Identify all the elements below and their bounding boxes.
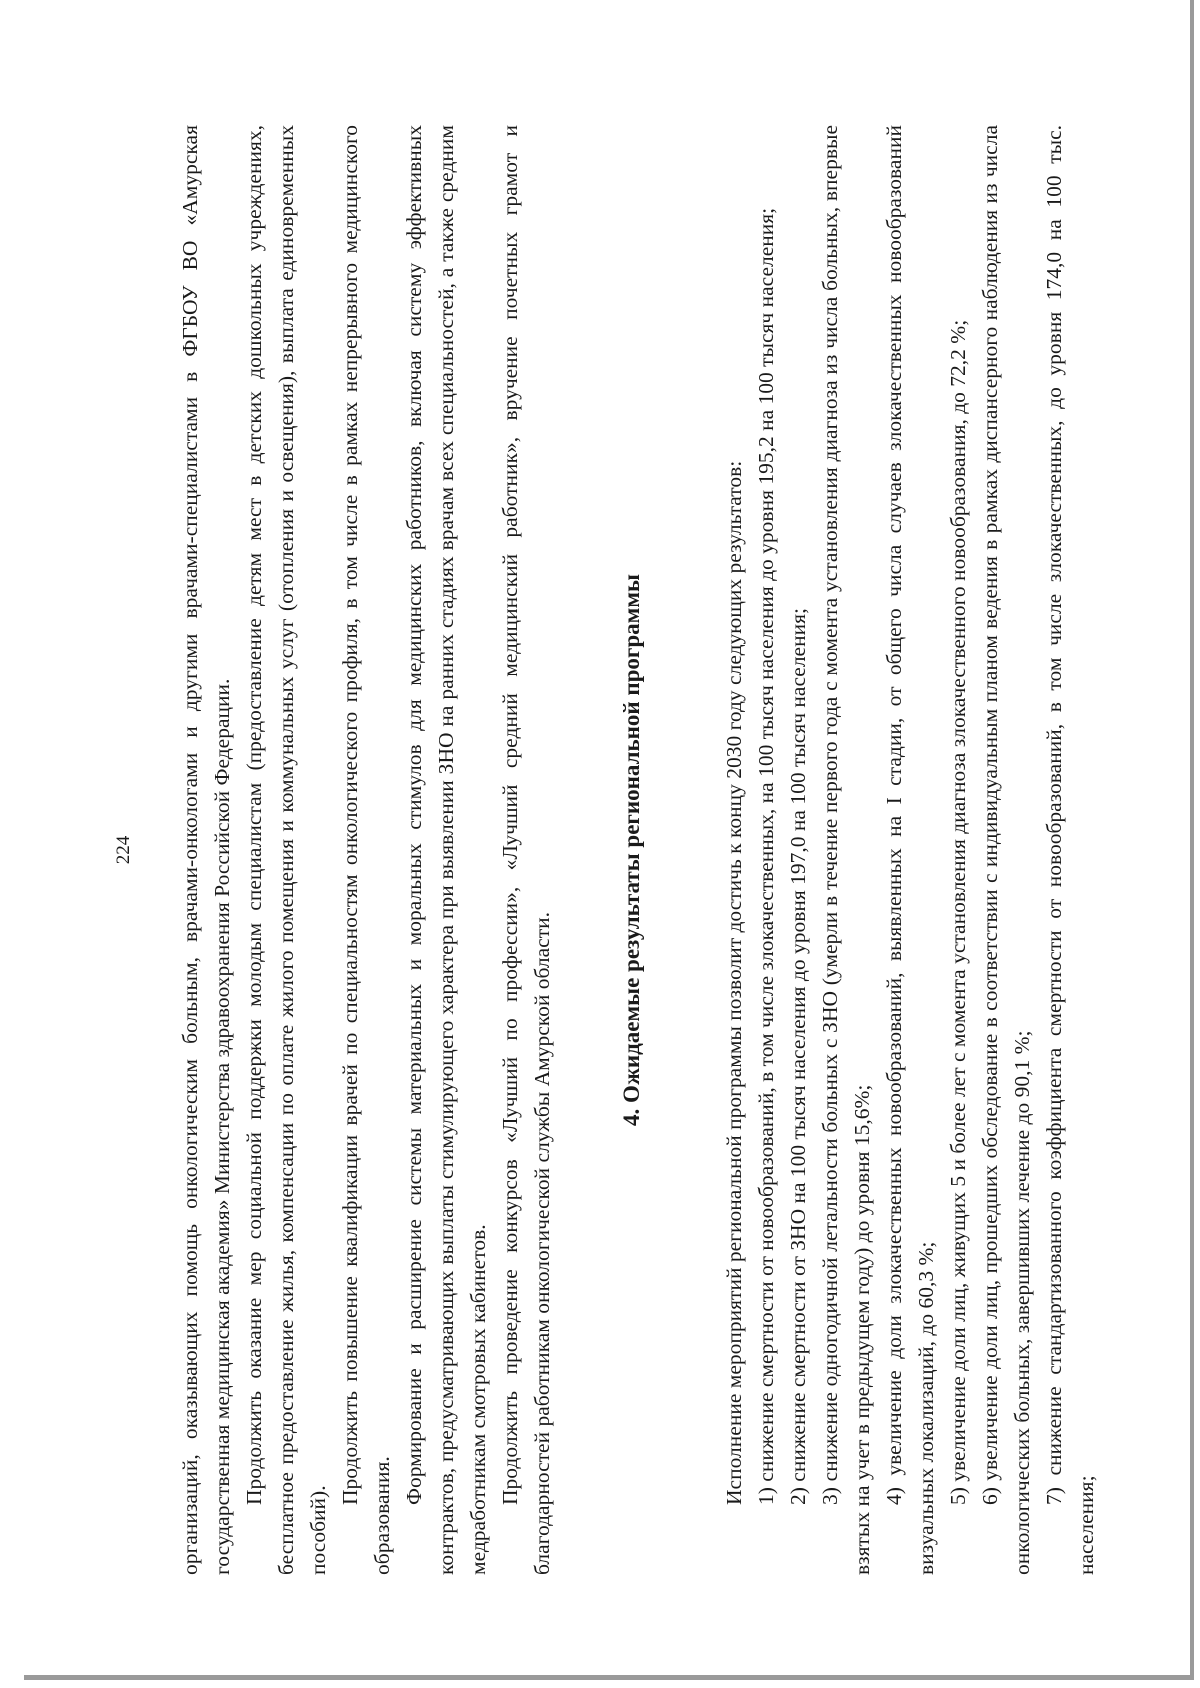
paragraph-qualification: Продолжить повышение квалификации врачей по специальностям онкологического профиля, в том числе в рамках непрерывного медицинского образования. [338,125,394,1575]
paragraph-contests: Продолжить проведение конкурсов «Лучший по профессии», «Лучший средний медицинский работник», вручение почетных грамот и благодарностей работникам онкологической службы Амурской области. [498,125,554,1575]
section-heading: 4. Ожидаемые результаты региональной программы [619,574,644,1126]
result-item: 2) снижение смертности от ЗНО на 100 тысяч населения до уровня 197,0 на 100 тысяч населения; [786,608,810,1505]
document-page [24,0,1194,1680]
rotated-page-content [113,125,1098,1575]
paragraph-social-support: Продолжить оказание мер социальной поддержки молодым специалистам (предоставление детям мест в детских дошкольных учреждениях, бесплатное предоставление жилья, компенсации по оплате жилого помещения и коммунальных услуг (отопления и освещения), выплата единовременных пособий). [242,125,330,1575]
result-item: 7) снижение стандартизованного коэффициента смертности от новообразований, в том числе злокачественных, до уровня 174,0 на 100 тыс. населения; [1042,125,1098,1575]
paragraph-incentives: Формирование и расширение системы материальных и моральных стимулов для медицинских работников, включая систему эффективных контрактов, предусматривающих выплаты стимулирующего характера при выявлении ЗНО на ранних стадиях врачам всех специальностей, а также средним медработникам смотровых кабинетов. [402,125,490,1575]
result-item: 3) снижение одногодичной летальности больных с ЗНО (умерли в течение первого года с момента установления диагноза из числа больных, впервые взятых на учет в предыдущем году) до уровня 15,6%; [818,125,874,1575]
result-item: 4) увеличение доли злокачественных новообразований, выявленных на I стадии, от общего числа случаев злокачественных новообразований визуальных локализаций, до 60,3 %; [882,125,938,1575]
page-number: 224 [113,835,134,865]
result-item: 6) увеличение доли лиц, прошедших обследование в соответствии с индивидуальным планом ведения в рамках диспансерного наблюдения из числа онкологических больных, завершивших лечение до 90,1 %; [978,125,1034,1575]
paragraph-intro: Исполнение мероприятий региональной программы позволит достичь к концу 2030 году следующих результатов: [722,460,746,1505]
result-item: 5) увеличение доли лиц, живущих 5 и более лет с момента установления диагноза злокачественного новообразования, до 72,2 %; [946,319,970,1505]
paragraph-continuation: организаций, оказывающих помощь онкологическим больным, врачами-онкологами и другими врачами-специалистами в ФГБОУ ВО «Амурская государственная медицинская академия» Министерства здравоохранения Российской Федерации. [178,125,234,1575]
result-item: 1) снижение смертности от новообразований, в том числе злокачественных, на 100 тысяч населения до уровня 195,2 на 100 тысяч населения; [754,207,778,1505]
